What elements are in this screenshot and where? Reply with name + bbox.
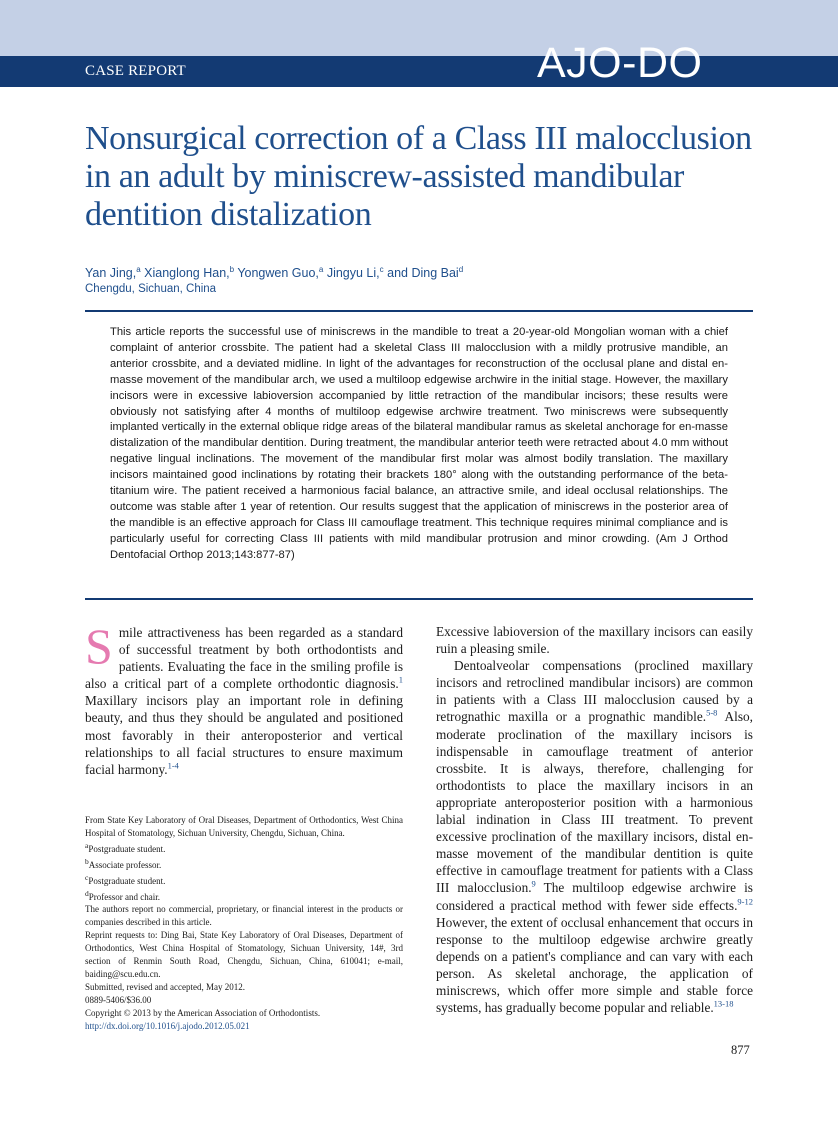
footnote-d: $^d$Professor and chair. — [85, 888, 160, 902]
author-list — [85, 265, 463, 280]
journal-logo: AJO-DO — [537, 39, 703, 87]
reference-link[interactable]: 1-4 — [167, 760, 179, 771]
section-label: CASE REPORT — [85, 63, 186, 79]
affiliation-mark: b — [229, 265, 235, 274]
footnote-reprint: Reprint requests to: Ding Bai, State Key Laboratory of Oral Diseases, Department of Orthodontics, West China Hospital of Stomatology, Sichuan University, 14#, 3rd section of Renmin South Road, Chengdu, Sichuan, China, 610041; e-mail, baiding@scu.edu.cn. — [85, 930, 403, 979]
footnote-c: $^c$Postgraduate student. — [85, 872, 166, 886]
reference-link[interactable]: 13-18 — [713, 998, 734, 1009]
footnote-submitted: Submitted, revised and accepted, May 2012. — [85, 981, 245, 992]
author-name: Jingyu Li, — [326, 266, 380, 281]
reference-link[interactable]: 1 — [398, 674, 403, 685]
body-column-right — [436, 623, 753, 1016]
footnote-price: 0889-5406/$36.00 — [85, 994, 152, 1005]
body-paragraph: Dentoalveolar compensations (proclined maxillary incisors and retroclined mandibular incisors) are common in patients with a Class III malocclusion caused by a retrognathic maxilla or a prognathic mandible.$^{5-8}$ Also, moderate proclination of the maxillary incisors is indispensable in camouflage treatment of anterior crossbite. It is always, therefore, challenging for orthodontists to place the maxillary incisors in an appropriate anteroposterior position with a harmonious labial indination in Class III treatment. To prevent excessive proclination of the maxillary incisors, distal en-masse movement of the mandibular dentition is quite effective in camouflage treatment for patients with a Class III malocclusion.$^9$ The multiloop edgewise archwire is considered a practical method with fewer side effects.$^{9-12}$ However, the extent of occlusal enhancement that occurs in response to the multiloop edgewise archwire greatly depends on a patient's compliance and can vary with each person. As skeletal anchorage, the application of miniscrews, which offer more simple and stable force systems, has gradually become popular and reliable.$^{13-18}$ — [436, 658, 753, 1016]
top-color-band — [0, 0, 838, 56]
author-name: and Ding Bai — [387, 266, 459, 281]
reference-link[interactable]: 9 — [531, 878, 536, 889]
doi-link[interactable]: http://dx.doi.org/10.1016/j.ajodo.2012.05.021 — [85, 1020, 250, 1031]
intro-paragraph — [85, 618, 403, 778]
reference-link[interactable]: 5-8 — [706, 708, 718, 719]
author-name: Xianglong Han, — [144, 266, 230, 281]
reference-link[interactable]: 9-12 — [737, 896, 753, 907]
footnote-a: $^a$Postgraduate student. — [85, 840, 166, 854]
footnote-b: $^b$Associate professor. — [85, 856, 162, 870]
article-title: Nonsurgical correction of a Class III malocclusion in an adult by miniscrew-assisted mandibular dentition distalization — [85, 120, 752, 233]
author-name: Yongwen Guo, — [237, 266, 319, 281]
drop-cap: S — [85, 618, 113, 674]
affiliation-mark: a — [318, 265, 324, 274]
affiliation-mark: a — [136, 265, 141, 274]
author-location: Chengdu, Sichuan, China — [85, 283, 217, 295]
body-column-left — [85, 618, 403, 778]
abstract-top-rule — [85, 310, 753, 312]
body-paragraph: Excessive labioversion of the maxillary incisors can easily ruin a pleasing smile. — [436, 624, 753, 657]
article-footnotes — [85, 814, 403, 1033]
author-name: Yan Jing, — [85, 266, 137, 281]
footnote-disclosure: The authors report no commercial, proprietary, or financial interest in the products or companies described in this article. — [85, 904, 403, 928]
abstract-bottom-rule — [85, 598, 753, 600]
footnote-from: From State Key Laboratory of Oral Diseases, Department of Orthodontics, West China Hospital of Stomatology, Sichuan University, Chengdu, Sichuan, China. — [85, 815, 403, 838]
intro-text: mile attractiveness has been regarded as a standard of successful treatment by both orthodontists and patients. Evaluating the face in the smiling profile is also a critical part of a complete orthodontic diagnosis. — [85, 625, 403, 692]
affiliation-mark: d — [458, 265, 464, 274]
intro-text: Maxillary incisors play an important role in defining beauty, and thus they should be angulated and positioned most favorably in their anteroposterior and vertical relationships to all facial structures to ensure maximum facial harmony. — [85, 693, 403, 777]
page-number: 877 — [731, 1043, 750, 1057]
abstract: This article reports the successful use of miniscrews in the mandible to treat a 20-year-old Mongolian woman with a chief complaint of anterior crossbite. The patient had a skeletal Class III malocclusion with a mildly protrusive mandible, an anterior crossbite, and a deviated midline. In light of the advantages for reconstruction of the occlusal plane and distal en-masse movement of the mandibular arch, we used a multiloop edgewise archwire in the initial stage. However, the maxillary incisors were in excessive labioversion accompanied by little retraction of the mandibular incisors; these results were obviously not satisfying after 4 months of multiloop edgewise archwire treatment. Two miniscrews were subsequently implanted vertically in the external oblique ridge areas of the bilateral mandibular ramus as skeletal anchorage for en-masse distalization of the mandibular dentition. During treatment, the mandibular anterior teeth were retracted about 4.0 mm without negative lingual inclinations. The movement of the mandibular first molar was almost bodily translation. The maxillary incisors maintained good inclinations by rotating their brackets 180° along with the outstanding performance of the beta-titanium wire. The patient received a harmonious facial balance, an attractive smile, and ideal occlusal relationships. The outcome was stable after 1 year of retention. Our results suggest that the application of miniscrews in the posterior area of the mandible is an effective approach for Class III camouflage treatment. This technique requires minimal compliance and is particularly useful for correcting Class III patients with mild mandibular protrusion and minor crowding. (Am J Orthod Dentofacial Orthop 2013;143:877-87) — [110, 326, 728, 561]
footnote-copyright: Copyright © 2013 by the American Association of Orthodontists. — [85, 1007, 321, 1018]
affiliation-mark: c — [379, 265, 384, 274]
